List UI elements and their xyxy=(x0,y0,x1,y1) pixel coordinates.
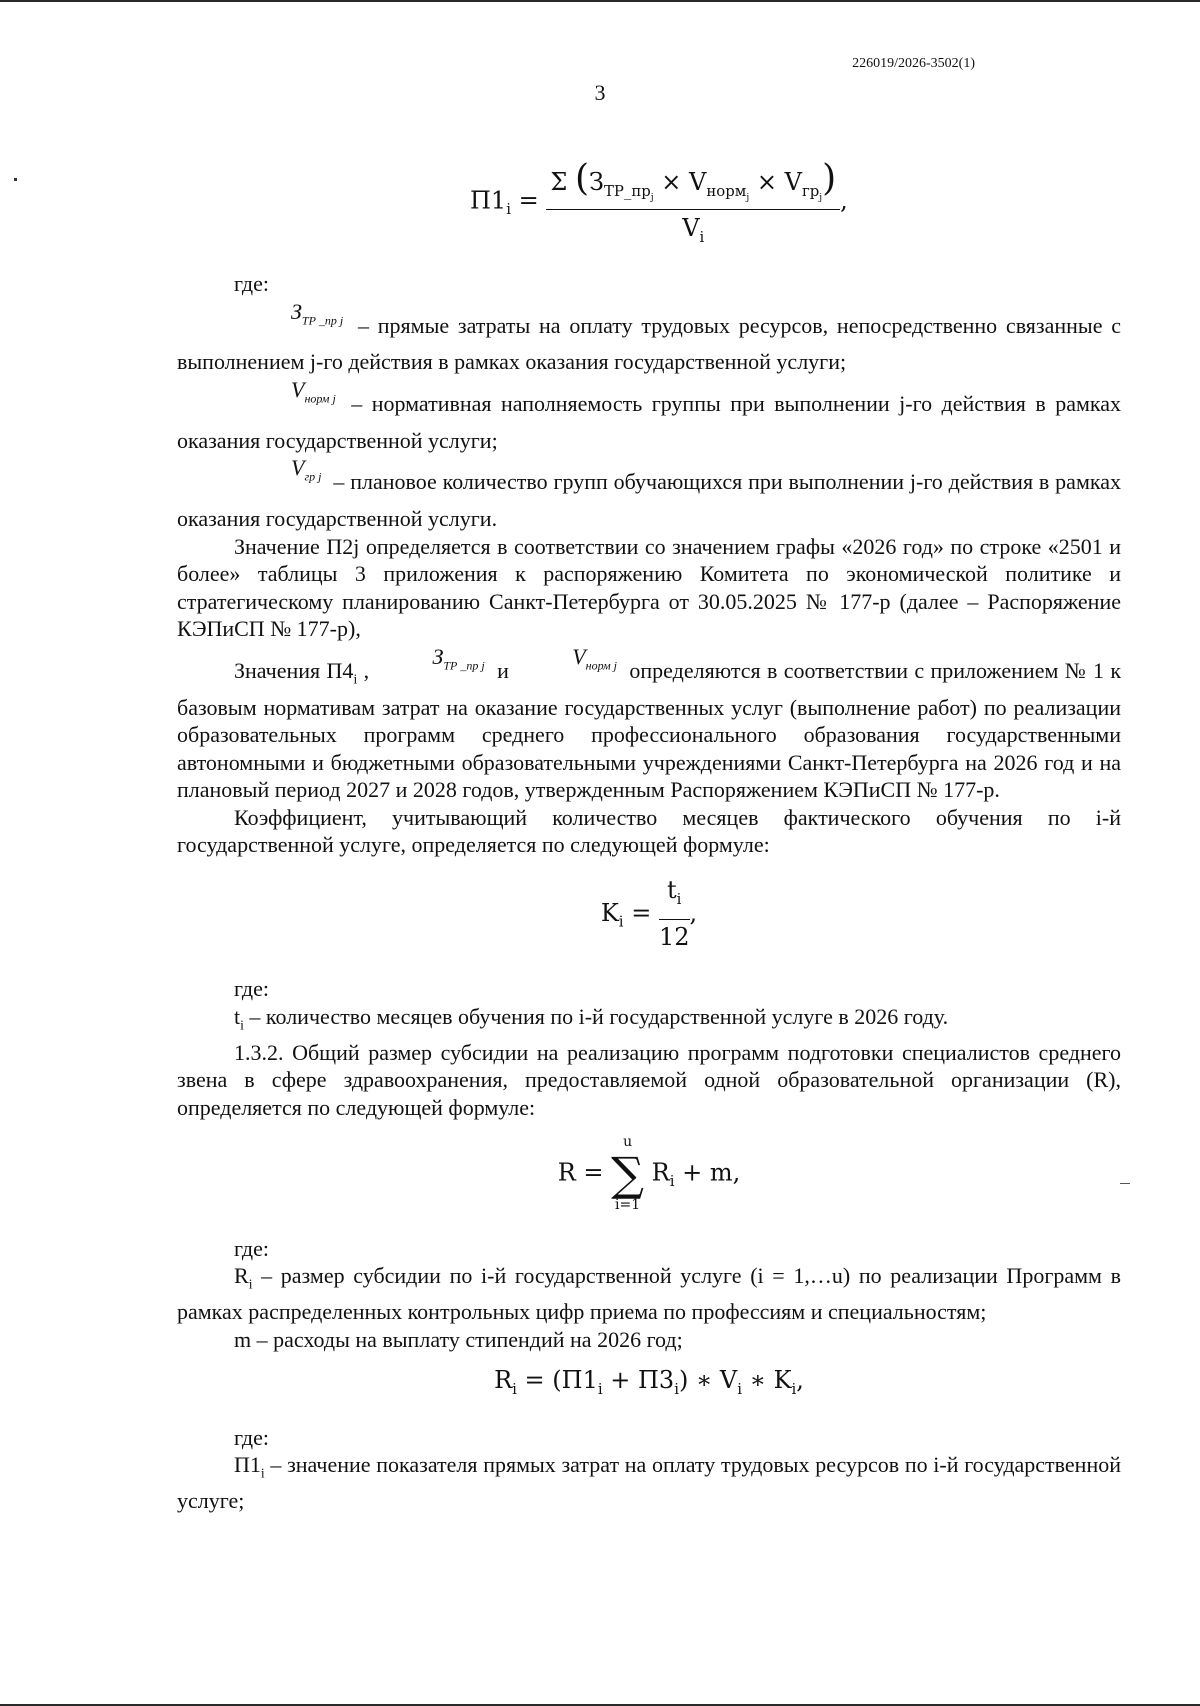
formula-ri xyxy=(177,1367,1121,1403)
formula-p1-vgr-sub-j: j xyxy=(819,191,823,203)
formula-k-eq: = xyxy=(631,898,652,927)
formula-p1-z-sub: ТР_пр xyxy=(603,181,651,200)
formula-p1-denominator xyxy=(546,210,840,246)
formula-p1-den-sub: i xyxy=(699,227,705,246)
p4-comma: , xyxy=(357,657,376,683)
registration-number: 226019/2026-3502(1) xyxy=(852,56,975,71)
formula-p1-vgr: V xyxy=(784,168,802,196)
symbol-vgr xyxy=(234,454,321,491)
page-number: 3 xyxy=(594,80,606,105)
formula-p1-z: З xyxy=(589,168,604,196)
formula-r-sigma: ∑ xyxy=(611,1146,645,1201)
symbol-vgr-sub: гр j xyxy=(304,469,322,484)
formula-p1-z-sub-j: j xyxy=(650,191,654,203)
formula-ri-mid: ) ∗ V xyxy=(678,1366,738,1395)
formula-r-tail: + m, xyxy=(674,1158,741,1187)
symbol-p1: П1 xyxy=(234,1452,261,1478)
formula-ri-v-sub: i xyxy=(737,1380,742,1399)
symbol-vgr-main: V xyxy=(291,455,305,481)
definition-p1-text: – значение показателя прямых затрат на оплату трудовых ресурсов по i-й государственной услуге; xyxy=(177,1452,1121,1513)
symbol-z-sub: ТР _пр j xyxy=(301,312,344,327)
definition-t xyxy=(177,1003,1121,1039)
formula-r-lower-limit: i=1 xyxy=(615,1197,641,1214)
formula-p1-eq: = xyxy=(518,186,539,215)
scan-edge-top xyxy=(0,0,1200,2)
formula-p1-fraction xyxy=(546,158,840,246)
scan-speck xyxy=(14,178,17,181)
where-label: где: xyxy=(234,271,269,296)
symbol-z-main: З xyxy=(291,298,302,324)
formula-r-term-sub: i xyxy=(669,1172,675,1191)
p4-rest: определяются в соответствии с приложением № 1 к базовым нормативам затрат на оказание государственных услуг (выполнение работ) по реализации образовательных программ среднего профессионального образования государственными автономными и бюджетными образовательными учреждениями Санкт-Петербурга на 2026 год и на плановый период 2027 и 2028 годов, утвержденным Распоряжением КЭПиСП № 177-р. xyxy=(177,657,1122,803)
formula-ri-lhs-sub: i xyxy=(512,1380,517,1399)
formula-r-sum xyxy=(611,1135,644,1213)
formula-p1-tail: , xyxy=(840,186,848,215)
formula-p1-paren-open: ( xyxy=(574,158,590,199)
symbol-p1-sub: i xyxy=(260,1465,265,1481)
formula-p1-paren-close: ) xyxy=(822,158,837,199)
formula-k-lhs-sub: i xyxy=(618,912,624,931)
formula-p1-vnorm-sub-j: j xyxy=(746,191,750,203)
formula-p1-lhs: П1 xyxy=(470,186,507,215)
formula-ri-star: ∗ K xyxy=(742,1366,792,1395)
symbol-vnorm-sub: норм j xyxy=(304,391,336,406)
formula-ri-p1-sub: i xyxy=(597,1380,603,1399)
p4-symbol-z-main: З xyxy=(432,643,444,669)
formula-p1-numerator xyxy=(546,158,840,210)
formula-ri-tail: , xyxy=(796,1366,804,1395)
definition-vnorm-text: – нормативная наполняемость группы при выполнении j-го действия в рамках оказания государственной услуги; xyxy=(177,390,1121,453)
definition-vnorm xyxy=(177,376,1121,454)
formula-p1-sum: Σ xyxy=(550,168,568,196)
p4-symbol-v xyxy=(515,643,617,680)
formula-r-term: R xyxy=(651,1158,670,1187)
formula-k xyxy=(177,877,1121,952)
scan-speck xyxy=(1120,1183,1130,1184)
definition-m: m – расходы на выплату стипендий на 2026 год; xyxy=(234,1326,683,1352)
p4-symbol-v-sub: норм j xyxy=(585,658,618,673)
definition-ri-text: – размер субсидии по i-й государственной услуге (i = 1,…u) по реализации Программ в рамках распределенных контрольных цифр приема по профессиям и специальностям; xyxy=(177,1263,1121,1325)
formula-r-lhs: R = xyxy=(557,1158,604,1187)
formula-ri-k-sub: i xyxy=(791,1380,797,1399)
formula-p1-vnorm: V xyxy=(689,168,707,196)
formula-p1-vgr-sub: гр xyxy=(801,181,820,200)
p4-lead-sub: i xyxy=(353,671,358,687)
definition-ri xyxy=(177,1262,1121,1325)
document-body xyxy=(177,270,1121,1515)
formula-ri-p3-sub: i xyxy=(674,1380,679,1399)
formula-p1-den: V xyxy=(682,213,700,242)
symbol-vnorm-main: V xyxy=(291,376,305,402)
symbol-t-sub: i xyxy=(240,1017,244,1033)
formula-k-lhs: K xyxy=(600,898,619,927)
definition-p1 xyxy=(177,1451,1121,1514)
p4-and: и xyxy=(490,657,516,683)
paragraph-p2: Значение П2j определяется в соответствии со значением графы «2026 год» по строке «2501 и более» таблицы 3 приложения к распоряжению Комитета по экономической политике и стратегическому планированию Санкт-Петербурга от 30.05.2025 № 177-р (далее – Распоряжение КЭПиСП № 177-р), xyxy=(177,533,1121,642)
paragraph-1-3-2: 1.3.2. Общий размер субсидии на реализацию программ подготовки специалистов среднего звена в сфере здравоохранения, предоставляемой одной образовательной организации (R), определяется по следующей формуле: xyxy=(177,1039,1121,1120)
p4-symbol-z xyxy=(375,643,484,680)
formula-r xyxy=(177,1135,1121,1213)
definition-vgr xyxy=(177,455,1121,532)
definition-vgr-text: – плановое количество групп обучающихся при выполнении j-го действия в рамках оказания государственной услуги. xyxy=(177,469,1121,532)
formula-p1-times: × xyxy=(756,168,777,196)
formula-k-fraction xyxy=(659,877,690,952)
where-label: где: xyxy=(234,976,269,1002)
p4-lead: Значения П4 xyxy=(234,657,354,683)
formula-ri-eq: = (П1 xyxy=(516,1366,598,1395)
where-label: где: xyxy=(234,1235,269,1261)
symbol-ri: R xyxy=(234,1263,249,1289)
where-label: где: xyxy=(234,1424,269,1450)
definition-t-text: – количество месяцев обучения по i-й государственной услуге в 2026 году. xyxy=(243,1003,949,1029)
symbol-t: t xyxy=(234,1003,241,1029)
formula-p1 xyxy=(470,158,848,246)
formula-k-num-sub: i xyxy=(676,889,682,908)
symbol-vnorm xyxy=(234,376,336,413)
formula-p1-vnorm-sub: норм xyxy=(706,181,747,200)
formula-k-numerator xyxy=(659,877,690,920)
formula-k-denominator: 12 xyxy=(658,922,690,951)
definition-z xyxy=(177,298,1121,376)
formula-ri-lhs: R xyxy=(494,1366,513,1395)
definition-z-text: – прямые затраты на оплату трудовых ресурсов, непосредственно связанные с выполнением j-го действия в рамках оказания государственной услуги; xyxy=(177,312,1121,375)
formula-p1-times: × xyxy=(661,168,682,196)
symbol-ri-sub: i xyxy=(248,1276,253,1292)
formula-k-num: t xyxy=(667,875,677,904)
formula-p1-lhs-sub: i xyxy=(506,200,511,219)
symbol-z xyxy=(234,298,343,335)
paragraph-coefficient: Коэффициент, учитывающий количество месяцев фактического обучения по i-й государственной услуге, определяется по следующей формуле: xyxy=(177,804,1121,858)
paragraph-p4 xyxy=(177,643,1122,804)
p4-symbol-z-sub: ТР _пр j xyxy=(443,658,485,673)
p4-symbol-v-main: V xyxy=(572,643,586,669)
formula-k-tail: , xyxy=(689,898,698,927)
formula-ri-plus: + П3 xyxy=(602,1366,675,1395)
formula-r-upper-limit: u xyxy=(623,1134,633,1151)
